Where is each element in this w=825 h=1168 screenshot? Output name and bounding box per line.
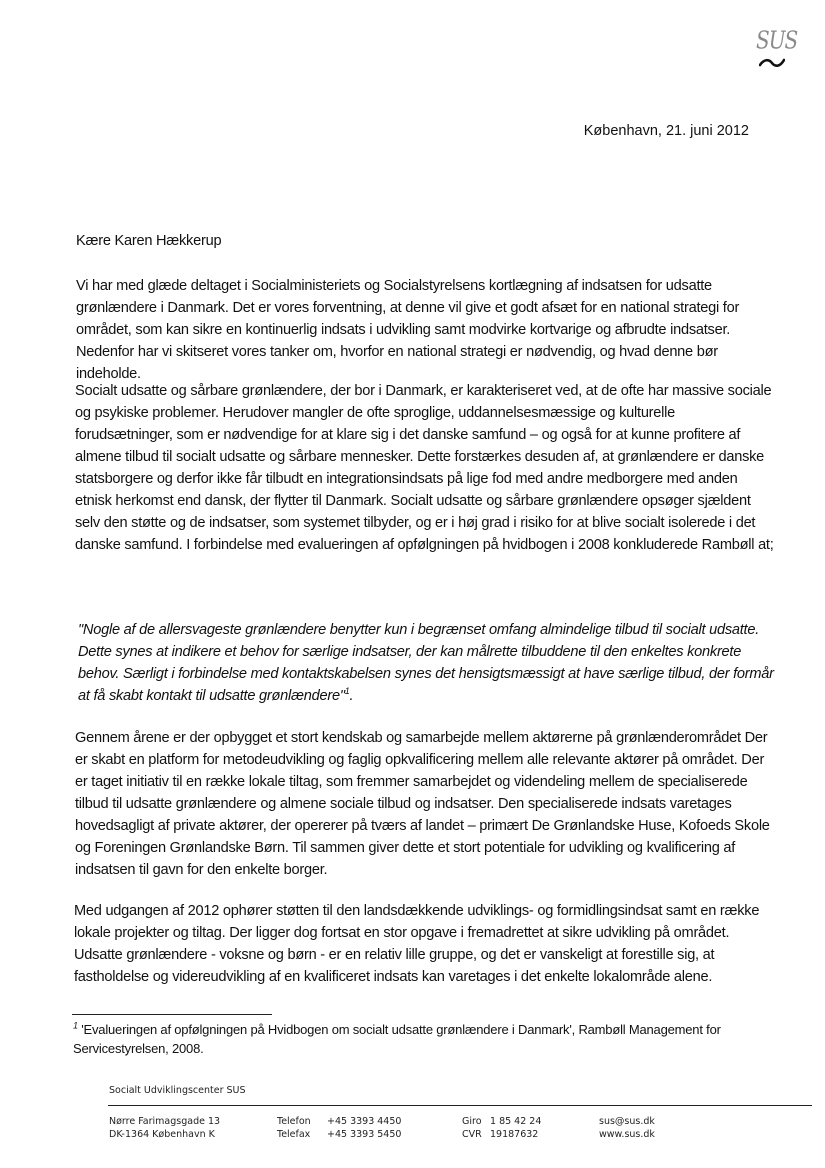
footer-street: Nørre Farimagsgade 13 (109, 1116, 221, 1127)
fax-value: +45 3393 5450 (327, 1129, 402, 1140)
paragraph-collaboration: Gennem årene er der opbygget et stort kendskab og samarbejde mellem aktørerne på grønlænderområdet Der er skabt en platform for metodeudvikling og faglig opkvalificering mellem alle relevante aktører på området. Der er taget initiativ til en række lokale tiltag, som fremmer samarbejdet og videndeling mellem de specialiserede tilbud til udsatte grønlændere og almene sociale tilbud og indsatser. Den specialiserede indsats varetages hovedsagligt af private aktører, der opererer på tværs af landet – primært De Grønlandske Huse, Kofoeds Skole og Foreningen Grønlandske Børn. Til sammen giver dette et stort potentiale for udvikling og kvalificering af indsatsen til gavn for den enkelte borger. (75, 730, 770, 878)
sus-logo-text: SUS (756, 25, 798, 55)
footer-fax-row (277, 1128, 401, 1141)
salutation: Kære Karen Hækkerup (76, 233, 222, 249)
footer-contact (599, 1115, 655, 1141)
footer-organization: Socialt Udviklingscenter SUS (109, 1085, 246, 1096)
quote-text: "Nogle af de allersvageste grønlændere benytter kun i begrænset omfang almindelige tilbud til socialt udsatte. Dette synes at indikere et behov for særlige indsatser, der kan målrette tilbuddene til den enkeltes konkrete behov. Særligt i forbindelse med kontaktskabelsen synes det hensigtsmæssigt at have særlige tilbud, der formår at få skabt kontakt til udsatte grønlændere" (78, 622, 774, 704)
paragraph-intro: Vi har med glæde deltaget i Socialministeriets og Socialstyrelsens kortlægning af indsatsen for udsatte grønlændere i Danmark. Det er vores forventning, at denne vil give et godt afsæt for en national strategi for området, som kan sikre en kontinuerlig indsats i udvikling samt modvirke kortvarige og afbrudte indsatser. Nedenfor har vi skitseret vores tanker om, hvorfor en national strategi er nødvendig, og hvad denne bør indeholde. (76, 278, 740, 382)
footer-address (109, 1115, 220, 1141)
footer-phone-fax (277, 1115, 401, 1141)
footnote-text: 'Evalueringen af opfølgningen på Hvidbogen om socialt udsatte grønlændere i Danmark', Rambøll Management for Servicestyrelsen, 2008. (73, 1022, 721, 1056)
footnote-divider (72, 1014, 272, 1015)
footer-city: DK-1364 København K (109, 1129, 215, 1140)
quote-trailing-period: . (349, 688, 354, 704)
tilde-swash-icon (759, 58, 785, 68)
giro-value: 1 85 42 24 (490, 1116, 542, 1127)
footer-giro-cvr (462, 1115, 541, 1141)
footnote-number: 1 (73, 1020, 78, 1031)
footer-divider (108, 1105, 812, 1106)
footnote (73, 1020, 793, 1058)
fax-label: Telefax (277, 1129, 311, 1140)
paragraph-target-group: Socialt udsatte og sårbare grønlændere, der bor i Danmark, er karakteriseret ved, at de ofte har massive sociale og psykiske problemer. Herudover mangler de ofte sproglige, uddannelsesmæssige og kulturelle forudsætninger, som er nødvendige for at klare sig i det danske samfund – og også for at kunne profitere af almene tilbud til socialt udsatte og sårbare mennesker. Dette forstærkes desuden af, at grønlændere er danske statsborgere og derfor ikke får tilbudt en integrationsindsats på lige fod med andre medborgere med anden etnisk herkomst end dansk, der flytter til Danmark. Socialt udsatte og sårbare grønlændere opsøger sjældent selv den støtte og de indsatser, som systemet tilbyder, og er i høj grad i risiko for at blive socialt isolerede i det danske samfund. I forbindelse med evalueringen af opfølgningen på hvidbogen i 2008 konkluderede Rambøll at; (75, 383, 774, 553)
footer-phone-row (277, 1115, 401, 1128)
cvr-value: 19187632 (490, 1129, 539, 1140)
footer-cvr-row (462, 1128, 541, 1141)
footer-email[interactable]: sus@sus.dk (599, 1116, 655, 1127)
footer-website[interactable]: www.sus.dk (599, 1129, 655, 1140)
paragraph-funding: Med udgangen af 2012 ophører støtten til den landsdækkende udviklings- og formidlingsindsat samt en række lokale projekter og tiltag. Der ligger dog fortsat en stor opgave i fremadrettet at sikre udvikling på området. Udsatte grønlændere - voksne og børn - er en relativ lille gruppe, og det er vanskeligt at forestille sig, at fastholdelse og videreudvikling af en kvalificeret indsats kan varetages i det enkelte lokalområde alene. (74, 903, 760, 985)
footnote-reference[interactable]: 1 (344, 686, 350, 697)
sus-logo (756, 25, 798, 74)
cvr-label: CVR (462, 1129, 482, 1140)
block-quote (78, 619, 778, 707)
footer-giro-row (462, 1115, 541, 1128)
phone-value: +45 3393 4450 (327, 1116, 402, 1127)
place-and-date: København, 21. juni 2012 (583, 123, 749, 139)
phone-label: Telefon (277, 1116, 311, 1127)
giro-label: Giro (462, 1116, 482, 1127)
